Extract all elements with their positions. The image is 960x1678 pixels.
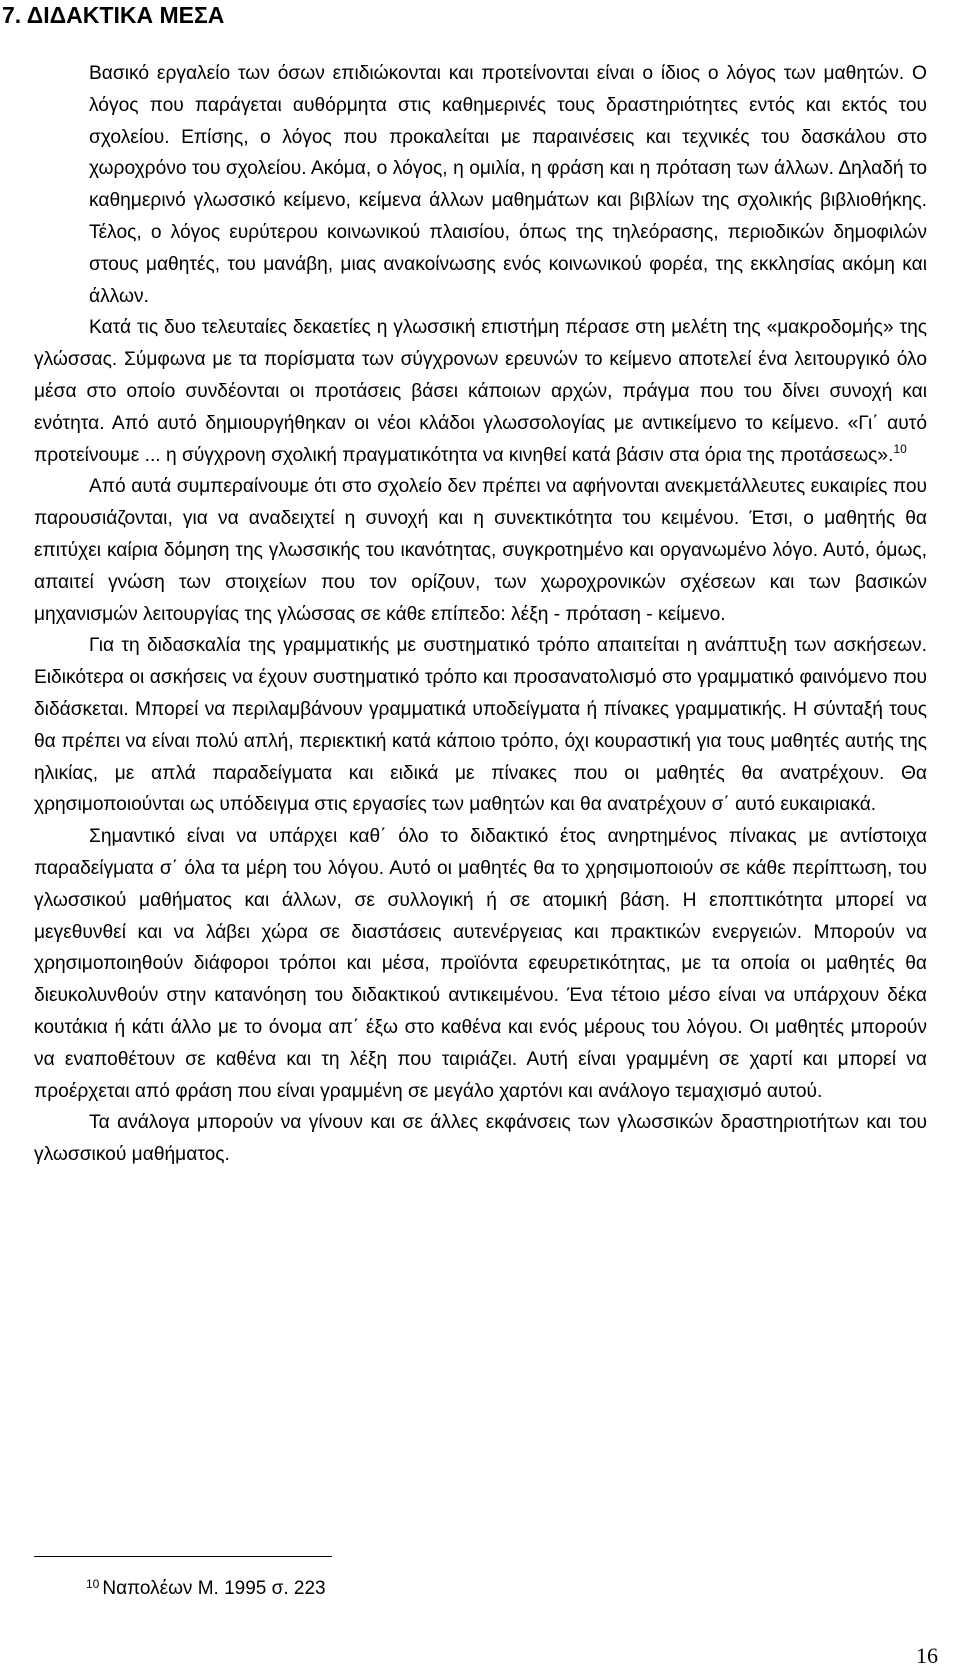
footnote — [86, 1572, 326, 1601]
paragraph-3: Από αυτά συμπεραίνουμε ότι στο σχολείο δεν πρέπει να αφήνονται ανεκμετάλλευτες ευκαιρίες που παρουσιάζονται, για να αναδειχτεί η συνοχή και η συνεκτικότητα του κειμένου. Έτσι, ο μαθητής θα επιτύχει καίρια δόμηση της γλωσσικής του ικανότητας, συγκροτημένο και οργανωμένο λόγο. Αυτό, όμως, απαιτεί γνώση των στοιχείων που τον ορίζουν, των χωροχρονικών σχέσεων και των βασικών μηχανισμών λειτουργίας της γλώσσας σε κάθε επίπεδο: λέξη - πρόταση - κείμενο. — [34, 476, 927, 625]
footnote-separator — [34, 1556, 332, 1557]
section-heading: 7. ΔΙΔΑΚΤΙΚΑ ΜΕΣΑ — [2, 2, 225, 28]
footnote-reference: 10 — [893, 441, 907, 456]
paragraph-2 — [34, 312, 927, 471]
footnote-text: Ναπολέων Μ. 1995 σ. 223 — [102, 1578, 326, 1599]
paragraph-4: Για τη διδασκαλία της γραμματικής με συστηματικό τρόπο απαιτείται η ανάπτυξη των ασκήσεων. Ειδικότερα οι ασκήσεις να έχουν συστηματικό τρόπο και προσανατολισμό στο γραμματικό φαινόμενο που διδάσκεται. Μπορεί να περιλαμβάνουν γραμματικά υποδείγματα ή πίνακες γραμματικής. Η σύνταξή τους θα πρέπει να είναι πολύ απλή, περιεκτική κατά κάποιο τρόπο, όχι κουραστική για τους μαθητές αυτής της ηλικίας, με απλά παραδείγματα και ειδικά με πίνακες που οι μαθητές θα ανατρέχουν. Θα χρησιμοποιούνται ως υπόδειγμα στις εργασίες των μαθητών και θα ανατρέχουν σ΄ αυτό ευκαιριακά. — [34, 635, 927, 816]
paragraph-2-text: Κατά τις δυο τελευταίες δεκαετίες η γλωσσική επιστήμη πέρασε στη μελέτη της «μακροδομής» της γλώσσας. Σύμφωνα με τα πορίσματα των σύγχρονων ερευνών το κείμενο αποτελεί ένα λειτουργικό όλο μέσα στο οποίο συνδέονται οι προτάσεις βάσει κάποιων αρχών, πράγμα που του δίνει συνοχή και ενότητα. Από αυτό δημιουργήθηκαν οι νέοι κλάδοι γλωσσολογίας με αντικείμενο το κείμενο. «Γι΄ αυτό προτείνουμε ... η σύγχρονη σχολική πραγματικότητα να κινηθεί κατά βάσιν στα όρια της προτάσεως». — [34, 317, 927, 466]
page-number: 16 — [916, 1643, 938, 1668]
paragraph-6: Τα ανάλογα μπορούν να γίνουν και σε άλλες εκφάνσεις των γλωσσικών δραστηριοτήτων και του γλωσσικού μαθήματος. — [34, 1112, 927, 1166]
paragraph-1: Βασικό εργαλείο των όσων επιδιώκονται και προτείνονται είναι ο ίδιος ο λόγος των μαθητών. Ο λόγος που παράγεται αυθόρμητα στις καθημερινές τους δραστηριότητες εντός και εκτός του σχολείου. Επίσης, ο λόγος που προκαλείται με παραινέσεις και τεχνικές του δασκάλου στο χωροχρόνο του σχολείου. Ακόμα, ο λόγος, η ομιλία, η φράση και η πρόταση των άλλων. Δηλαδή το καθημερινό γλωσσικό κείμενο, κείμενα άλλων μαθημάτων και βιβλίων της σχολικής βιβλιοθήκης. Τέλος, ο λόγος ευρύτερου κοινωνικού πλαισίου, όπως της τηλεόρασης, περιοδικών δημοφιλών στους μαθητές, του μανάβη, μιας ανακοίνωσης ενός κοινωνικού φορέα, της εκκλησίας ακόμη και άλλων. — [89, 63, 927, 307]
body-text — [34, 58, 927, 1171]
paragraph-5: Σημαντικό είναι να υπάρχει καθ΄ όλο το διδακτικό έτος ανηρτημένος πίνακας με αντίστοιχα παραδείγματα σ΄ όλα τα μέρη του λόγου. Αυτό οι μαθητές θα το χρησιμοποιούν σε κάθε περίπτωση, του γλωσσικού μαθήματος και άλλων, σε συλλογική ή σε ατομική βάση. Η εποπτικότητα μπορεί να μεγεθυνθεί και να λάβει χώρα σε διαστάσεις αυτενέργειας και πρακτικών ενεργειών. Μπορούν να χρησιμοποιηθούν διάφοροι τρόποι και μέσα, προϊόντα εφευρετικότητας, με τα οποία οι μαθητές θα διευκολυνθούν στην κατανόηση του διδακτικού αντικειμένου. Ένα τέτοιο μέσο είναι να υπάρχουν δέκα κουτάκια ή κάτι άλλο με το όνομα απ΄ έξω στο καθένα και ενός μέρους του λόγου. Οι μαθητές μπορούν να εναποθέτουν σε καθένα και τη λέξη που ταιριάζει. Αυτή είναι γραμμένη σε χαρτί και μπορεί να προέρχεται από φράση που είναι γραμμένη σε μεγάλο χαρτόνι και ανάλογο τεμαχισμό αυτού. — [34, 826, 927, 1102]
footnote-number: 10 — [86, 1577, 100, 1591]
